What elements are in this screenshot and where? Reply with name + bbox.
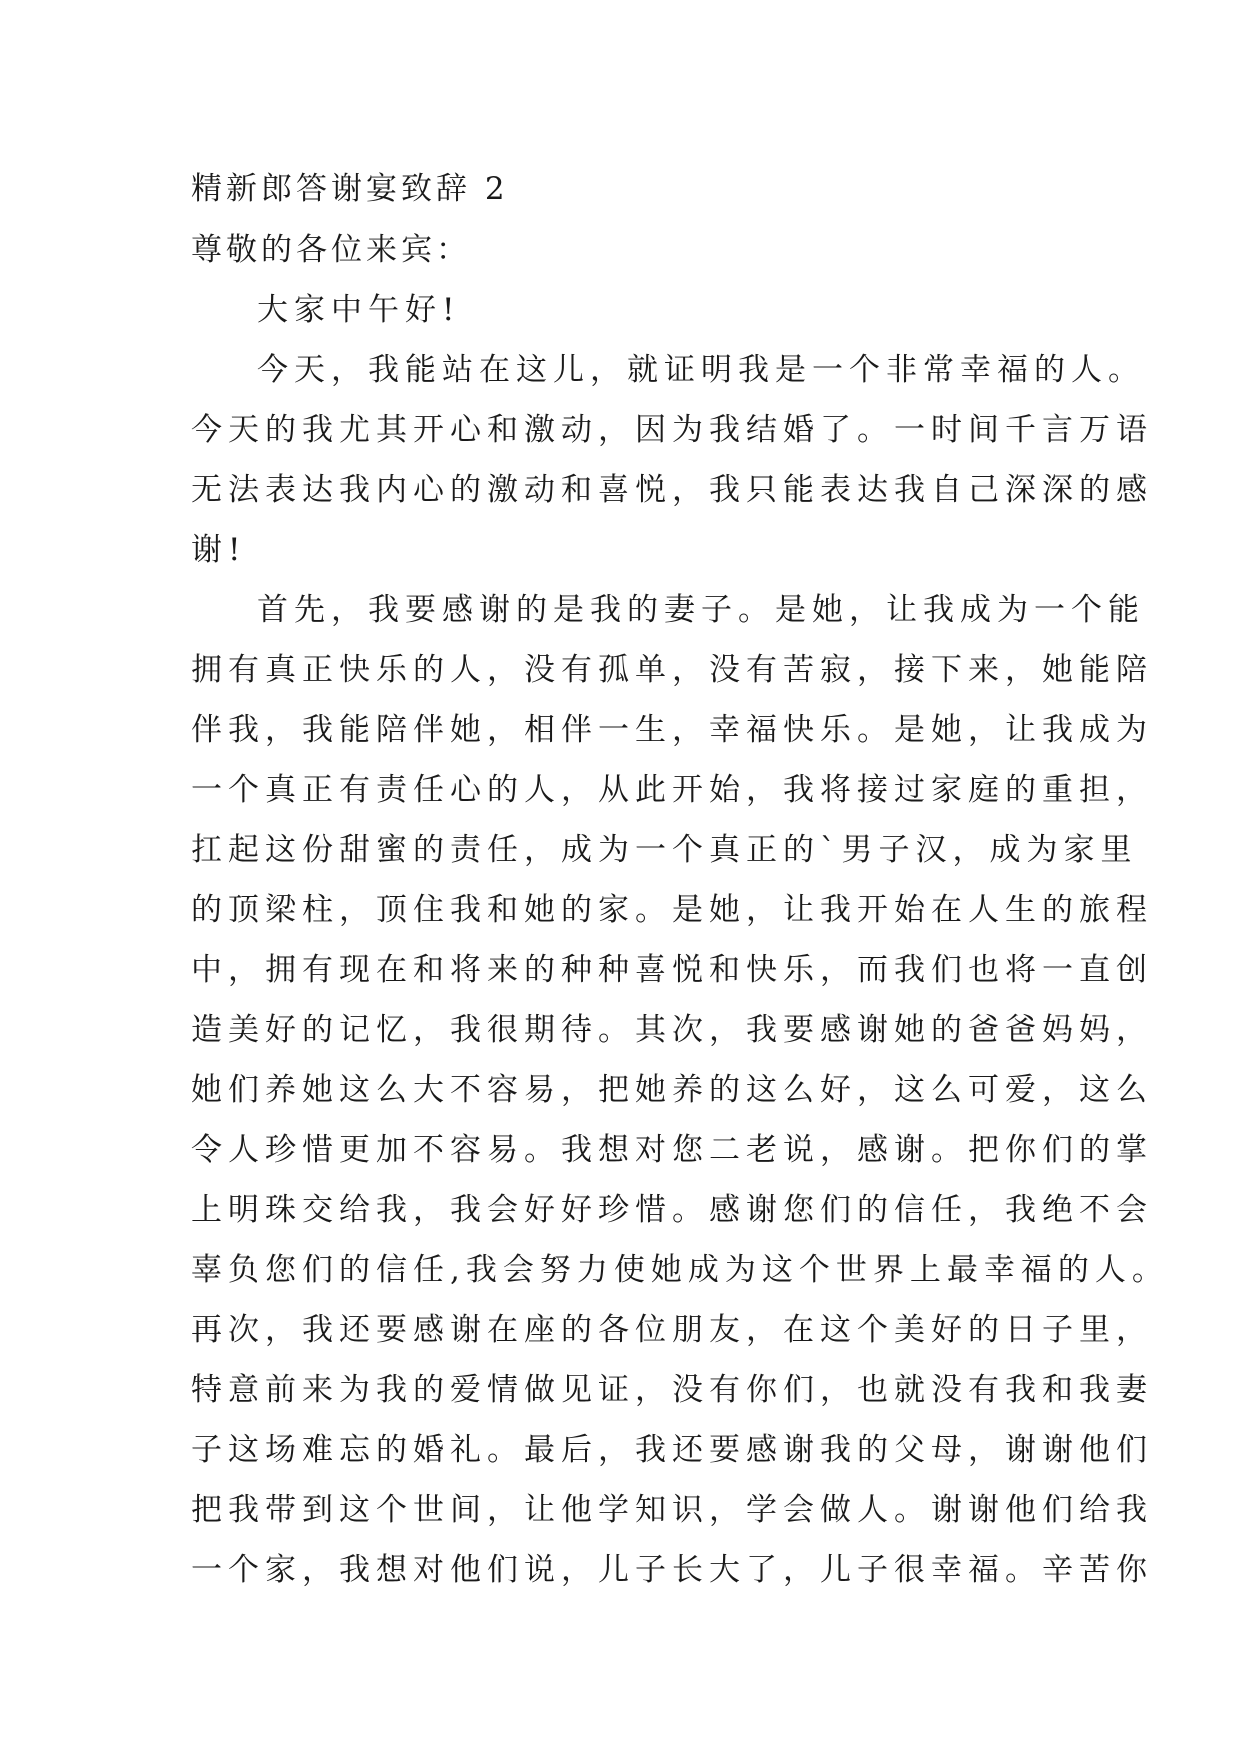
text-line: 一个家，我想对他们说，儿子长大了，儿子很幸福。辛苦你: [191, 1552, 1153, 1588]
text-line: 辜负您们的信任,我会努力使她成为这个世界上最幸福的人。: [191, 1252, 1169, 1288]
text-line: 特意前来为我的爱情做见证，没有你们，也就没有我和我妻: [191, 1372, 1153, 1408]
text-line: 再次，我还要感谢在座的各位朋友，在这个美好的日子里，: [191, 1312, 1153, 1348]
document-body: [191, 162, 1169, 1600]
text-line: 拥有真正快乐的人，没有孤单，没有苦寂，接下来，她能陪: [191, 652, 1153, 688]
text-line: 子这场难忘的婚礼。最后，我还要感谢我的父母，谢谢他们: [191, 1432, 1153, 1468]
text-line: 扛起这份甜蜜的责任，成为一个真正的`男子汉，成为家里: [191, 832, 1138, 868]
speech-text: [191, 280, 1169, 1600]
text-line: 一个真正有责任心的人，从此开始，我将接过家庭的重担，: [191, 772, 1153, 808]
text-line: 中，拥有现在和将来的种种喜悦和快乐，而我们也将一直创: [191, 952, 1153, 988]
document-title: 精新郎答谢宴致辞 2: [191, 171, 509, 207]
text-line: 上明珠交给我，我会好好珍惜。感谢您们的信任，我绝不会: [191, 1192, 1153, 1228]
text-line: 令人珍惜更加不容易。我想对您二老说，感谢。把你们的掌: [191, 1132, 1153, 1168]
text-line: 谢!: [191, 532, 247, 568]
text-line: 把我带到这个世间，让他学知识，学会做人。谢谢他们给我: [191, 1492, 1153, 1528]
text-line: 伴我，我能陪伴她，相伴一生，幸福快乐。是她，让我成为: [191, 712, 1153, 748]
text-line: 造美好的记忆，我很期待。其次，我要感谢她的爸爸妈妈，: [191, 1012, 1153, 1048]
text-line: 无法表达我内心的激动和喜悦，我只能表达我自己深深的感: [191, 472, 1153, 508]
text-line: 今天的我尤其开心和激动，因为我结婚了。一时间千言万语: [191, 412, 1153, 448]
text-line: 她们养她这么大不容易，把她养的这么好，这么可爱，这么: [191, 1072, 1153, 1108]
text-line: 今天，我能站在这儿，就证明我是一个非常幸福的人。: [257, 352, 1145, 388]
text-line: 大家中午好!: [257, 292, 461, 328]
text-line: 的顶梁柱，顶住我和她的家。是她，让我开始在人生的旅程: [191, 892, 1153, 928]
salutation: 尊敬的各位来宾：: [191, 232, 471, 268]
text-line: 首先，我要感谢的是我的妻子。是她，让我成为一个能: [257, 592, 1145, 628]
